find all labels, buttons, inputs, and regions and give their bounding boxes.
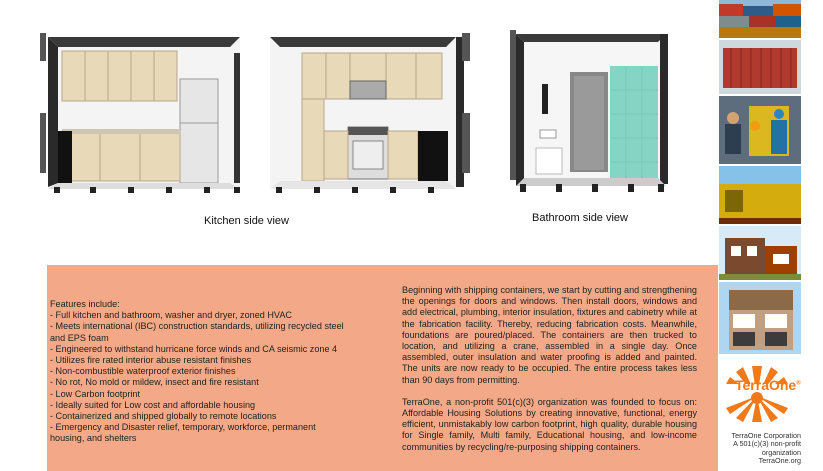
corp-type: A 501(c)(3) non-profit — [733, 439, 801, 449]
feature-item: - Non-combustible waterproof exterior finishes — [50, 366, 236, 377]
logo-wordmark — [735, 377, 801, 393]
kitchen-render-right — [266, 33, 470, 193]
feature-item: - Full kitchen and bathroom, washer and dryer, zoned HVAC — [50, 310, 292, 321]
bathroom-render — [510, 30, 670, 196]
logo-trademark: ® — [796, 380, 801, 387]
feature-item: - Ideally suited for Low cost and affordable housing — [50, 399, 256, 410]
logo-name: TerraOne — [735, 377, 797, 393]
red-container-photo — [719, 40, 801, 94]
workers-photo — [719, 96, 801, 164]
corporation-info — [719, 432, 801, 466]
feature-item: - Engineered to withstand hurricane force winds and CA seismic zone 4 — [50, 343, 338, 354]
corp-name: TerraOne Corporation — [731, 431, 801, 440]
process-paragraph: Beginning with shipping containers, we start by cutting and strengthening the openings for doors and windows. Then install doors, windows and add electrical, plumbing, interior insulation, fixtures and cabinetry while at the fabrication facility. Thereby, reducing fabrication costs. Meanwhile, foundations are poured/placed. The containers are then trucked to location, and utilizing a crane, assembled in a single day. Once assembled, outer insulation and water proofing is added and painted. The units are now ready to be occupied. The entire process takes less than 90 days from permitting. — [402, 285, 697, 385]
kitchen-caption: Kitchen side view — [204, 215, 289, 227]
multi-story-building-photo — [719, 282, 801, 354]
corp-org: organization — [761, 447, 801, 457]
logo-lower-rays — [722, 394, 792, 426]
description-column — [402, 285, 697, 464]
container-stack-photo — [719, 0, 801, 38]
mission-paragraph: TerraOne, a non-profit 501(c)(3) organization was founded to focus on: Affordable Housing Solutions by creating innovative, functional, energy efficient, unmistakably low carbon footprint, high quality, durable housing for Single family, Multi family, Educational housing, and low-income communities by recycling/re-purposing shipping containers. — [402, 396, 697, 452]
feature-item: - Meets international (IBC) construction standards, utilizing recycled steel and EPS foam — [50, 321, 344, 343]
kitchen-render-left — [40, 33, 242, 193]
yellow-container-photo — [719, 166, 801, 224]
bathroom-caption: Bathroom side view — [532, 212, 628, 224]
container-house-photo — [719, 226, 801, 280]
features-list — [50, 299, 350, 445]
features-heading: Features include: — [50, 299, 120, 309]
feature-item: - No rot, No mold or mildew, insect and fire resistant — [50, 377, 259, 388]
feature-item: - Utilizes fire rated interior abuse resistant finishes — [50, 355, 252, 366]
corp-website: TerraOne.org — [758, 456, 801, 466]
feature-item: - Low Carbon footprint — [50, 388, 140, 399]
feature-item: - Containerized and shipped globally to remote locations — [50, 411, 277, 422]
feature-item: - Emergency and Disaster relief, temporary, workforce, permanent housing, and shelters — [50, 422, 316, 444]
